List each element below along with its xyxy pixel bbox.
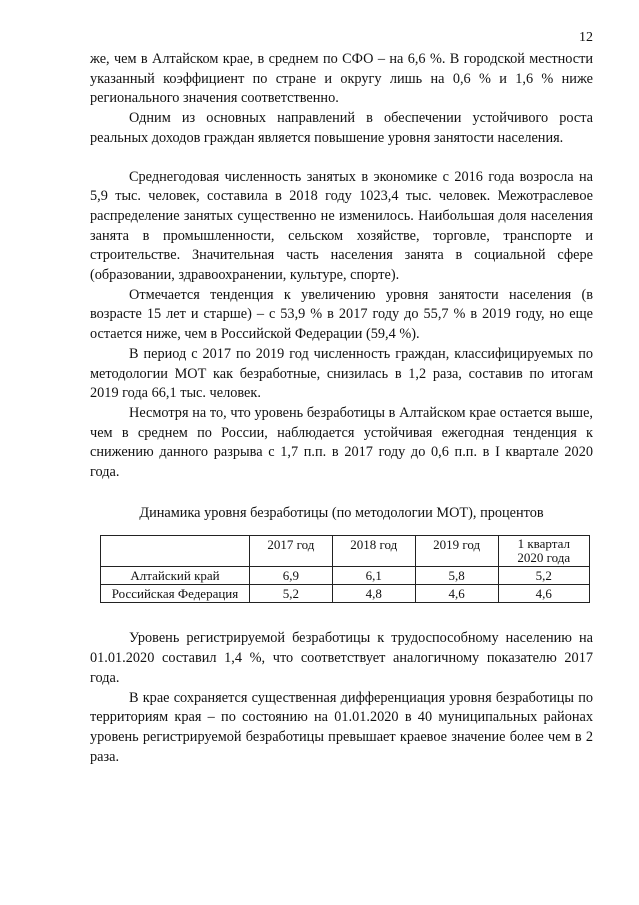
table-row-label: Российская Федерация	[101, 585, 250, 603]
paragraph: В крае сохраняется существенная дифференциация уровня безработицы по территориям края – по состоянию на 01.01.2020 в 40 муниципальных районах уровень регистрируемой безработицы превышает краевое значение более чем в 2 раза.	[90, 689, 593, 765]
table-row	[101, 567, 590, 585]
page-number: 12	[579, 30, 593, 45]
table-caption: Динамика уровня безработицы (по методологии МОТ), процентов	[139, 504, 544, 521]
paragraph: Несмотря на то, что уровень безработицы в Алтайском крае остается выше, чем в среднем по России, наблюдается устойчивая ежегодная тенденция к снижению данного разрыва с 1,7 п.п. в 2017 году до 0,6 п.п. в I квартале 2020 года.	[90, 404, 593, 481]
table-cell: 4,6	[498, 585, 589, 603]
table-cell: 6,1	[332, 567, 415, 585]
header-line: 1 квартал	[517, 536, 570, 552]
table-cell: 5,8	[415, 567, 498, 585]
paragraph: В период с 2017 по 2019 год численность граждан, классифицируемых по методологии МОТ как безработные, снизилась в 1,2 раза, составив по итогам 2019 года 66,1 тыс. человек.	[90, 345, 593, 402]
paragraph: Отмечается тенденция к увеличению уровня занятости населения (в возрасте 15 лет и старше) – с 53,9 % в 2017 году до 55,7 % в 2019 году, но еще остается ниже, чем в Российской Федерации (59,4 %).	[90, 286, 593, 343]
paragraph: Уровень регистрируемой безработицы к трудоспособному населению на 01.01.2020 составил 1,4 %, что соответствует аналогичному показателю 2017 года.	[90, 630, 593, 686]
table-cell: 4,8	[332, 585, 415, 603]
table-header-cell: 2018 год	[332, 536, 415, 567]
table-header-cell	[101, 536, 250, 567]
header-line: 2020 года	[517, 550, 571, 566]
unemployment-table	[100, 535, 590, 603]
table-row	[101, 585, 590, 603]
table-header-row	[101, 536, 590, 567]
paragraph: Одним из основных направлений в обеспечении устойчивого роста реальных доходов граждан является повышение уровня занятости населения.	[90, 110, 593, 146]
paragraph: Среднегодовая численность занятых в экономике с 2016 года возросла на 5,9 тыс. человек, составила в 2018 году 1023,4 тыс. человек. Межотраслевое распределение занятых существенно не изменилось. Наибольшая доля населения занята в промышленности, сельском хозяйстве, торговле, транспорте и строительстве. Значительная часть населения занята в социальной сфере (образовании, здравоохранении, культуре, спорте).	[90, 168, 593, 284]
table-cell: 5,2	[250, 585, 333, 603]
table-cell: 6,9	[250, 567, 333, 585]
table-header-cell	[498, 536, 589, 567]
paragraph: же, чем в Алтайском крае, в среднем по СФО – на 6,6 %. В городской местности указанный коэффициент по стране и округу лишь на 0,6 % и 1,6 % ниже регионального значения соответственно.	[90, 51, 593, 107]
table-cell: 4,6	[415, 585, 498, 603]
table-cell: 5,2	[498, 567, 589, 585]
table-header-cell: 2019 год	[415, 536, 498, 567]
document-body	[90, 50, 593, 767]
table-row-label: Алтайский край	[101, 567, 250, 585]
table-header-cell: 2017 год	[250, 536, 333, 567]
